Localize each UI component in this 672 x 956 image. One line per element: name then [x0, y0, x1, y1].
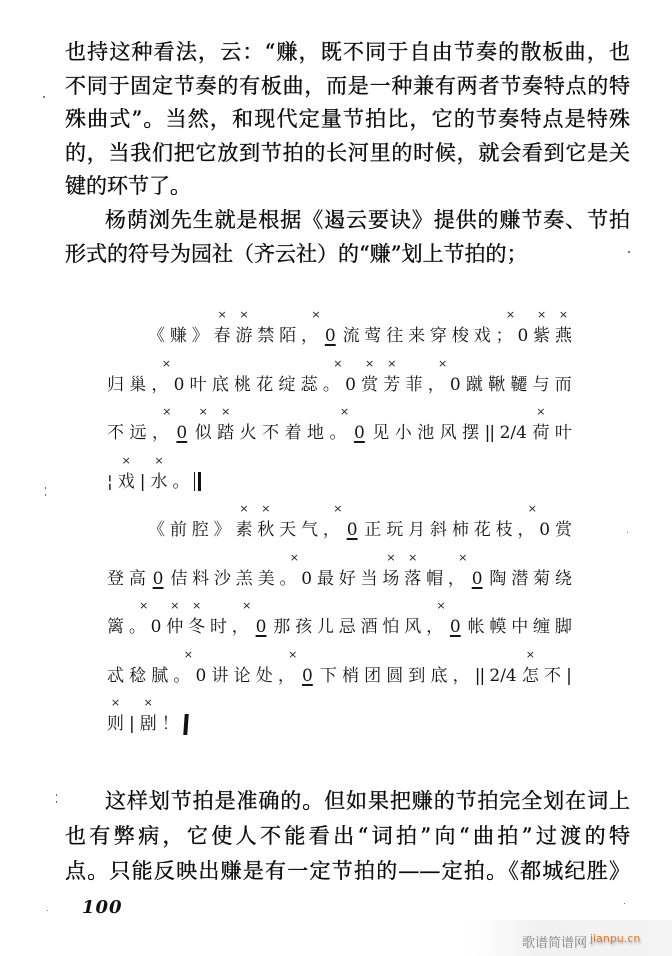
- lyric-char: 陶: [489, 568, 507, 589]
- lyric-char: 禁: [257, 326, 275, 347]
- lyric-char: 佶: [170, 568, 188, 589]
- lyric-char: 枝: [495, 520, 513, 541]
- lyric-char: 陌: [279, 326, 297, 347]
- lyric-char: 脚: [554, 617, 572, 638]
- rest-zero: 0: [449, 617, 461, 638]
- bar-line: [194, 472, 201, 491]
- punctuation: 》: [191, 326, 209, 347]
- punctuation: ， ×: [447, 550, 468, 589]
- rest-zero: 0: [255, 617, 267, 638]
- lyric-char: 腻: [151, 665, 169, 686]
- scan-speck: [624, 903, 625, 904]
- lyric-char: 最: [316, 568, 334, 589]
- time-signature: 2/4: [489, 665, 517, 686]
- lyric-char: 水 ×: [150, 453, 168, 492]
- lyric-char: 酒: [360, 617, 378, 638]
- lyric-char: 绕: [554, 568, 572, 589]
- lyric-char: 蹴: [465, 374, 483, 395]
- lyric-char: 美: [257, 568, 275, 589]
- lyric-char: 讲: [211, 665, 229, 686]
- lyric-char: 圆: [386, 665, 404, 686]
- beat-mark-icon: ×: [339, 405, 350, 419]
- lyric-char: 帐: [467, 617, 485, 638]
- lyric-char: 戏: [473, 326, 491, 347]
- beat-mark-icon: ×: [505, 308, 516, 322]
- punctuation: ， ×: [301, 308, 321, 347]
- beat-mark-icon: ×: [387, 356, 397, 370]
- lyric-char: 落 ×: [404, 550, 422, 589]
- lyric-char: 着: [284, 423, 302, 444]
- lyric-char: 正: [364, 520, 382, 541]
- lyric-char: 斜: [430, 520, 447, 541]
- lyric-char: 篱: [107, 617, 124, 638]
- site-watermark: [468, 920, 672, 956]
- beat-mark-icon: ×: [198, 405, 208, 419]
- lyric-char: 梭: [451, 326, 469, 347]
- bar-line: |: [139, 471, 146, 492]
- beat-mark-icon: ×: [239, 308, 249, 322]
- lyric-char: 稔: [129, 665, 147, 686]
- punctuation: 《: [148, 520, 165, 541]
- lyric-char: 羔: [235, 568, 253, 589]
- lyric-char: 池: [417, 423, 435, 444]
- prose-bottom-block: [65, 784, 630, 889]
- beat-mark-icon: ×: [408, 550, 418, 564]
- beat-mark-icon: ×: [558, 308, 569, 322]
- beat-mark-icon: ×: [333, 356, 343, 370]
- rest-zero: 0: [517, 326, 529, 347]
- lyric-char: 帽: [426, 568, 444, 589]
- lyric-char: 鞦: [488, 374, 506, 395]
- beat-mark-icon: ×: [311, 308, 321, 322]
- lyric-char: 远: [129, 423, 147, 444]
- notation-line: [107, 453, 572, 507]
- beat-mark-icon: ×: [525, 647, 535, 661]
- lyric-char: 气: [301, 520, 319, 541]
- lyric-char: 柿: [451, 520, 469, 541]
- text-line: 也持这种看法，云：“赚，既不同于自由节奏的散板曲，也: [65, 40, 630, 64]
- text-line: 这样划节拍是准确的。但如果把赚的节拍完全划在词上: [105, 789, 630, 813]
- text-line: 点。只能反映出赚是有一定节拍的——定拍。《都城纪胜》: [65, 859, 630, 883]
- beat-mark-icon: ×: [217, 308, 227, 322]
- lyric-char: 韆: [510, 374, 528, 395]
- bar-line: ||: [474, 665, 485, 686]
- lyric-char: 时: [209, 617, 227, 638]
- lyric-char: 紫 ×: [533, 308, 551, 347]
- lyric-char: 与: [532, 374, 550, 395]
- lyric-char: 素 ×: [235, 502, 253, 541]
- lyric-char: 往: [386, 326, 404, 347]
- lyric-char: 花: [256, 374, 274, 395]
- lyric-char: 剧 ×: [139, 696, 157, 735]
- lyric-char: 登: [107, 568, 124, 589]
- punctuation: 。 ×: [322, 356, 343, 395]
- notation-line: [107, 696, 572, 749]
- text-line: 的，当我们把它放到节拍的长河里的时候，就会看到它是关: [65, 140, 630, 165]
- lyric-char: 巢: [129, 374, 147, 395]
- lyric-char: 风: [439, 423, 457, 444]
- lyric-char: 蕊: [300, 374, 318, 395]
- rest-zero: 0: [449, 374, 461, 395]
- beat-mark-icon: ×: [261, 502, 271, 516]
- lyric-char: 下: [319, 665, 337, 686]
- rest-zero: 0: [173, 374, 185, 395]
- beat-mark-icon: ×: [221, 405, 231, 419]
- scan-speck: [56, 801, 57, 803]
- lyric-char: 流: [342, 326, 360, 347]
- punctuation: ， ×: [426, 599, 446, 638]
- lyric-char: 底: [211, 374, 229, 395]
- time-signature: 2/4: [499, 423, 527, 444]
- beat-mark-icon: ×: [527, 502, 537, 516]
- lyric-char: 梢: [342, 665, 360, 686]
- lyric-char: 叶: [189, 374, 207, 395]
- lyric-char: 游 ×: [235, 308, 253, 347]
- beat-mark-icon: ×: [364, 356, 375, 370]
- scan-speck: [628, 251, 630, 253]
- beat-mark-icon: ×: [537, 308, 547, 322]
- lyric-char: 荷 ×: [532, 405, 550, 444]
- beat-mark-icon: ×: [161, 356, 171, 370]
- lyric-char: 火: [239, 423, 257, 444]
- lyric-char: 菲: [405, 374, 423, 395]
- text-line: 也有弊病，它使人不能看出“词拍”向“曲拍”过渡的特: [65, 824, 630, 848]
- notation-line: [107, 308, 572, 361]
- lyric-char: 仲 ×: [166, 599, 184, 638]
- lyric-char: 不: [262, 423, 280, 444]
- punctuation: 《: [148, 326, 165, 347]
- punctuation: ， ×: [517, 502, 537, 541]
- bar-line: |: [566, 665, 572, 686]
- scan-speck: [45, 494, 46, 496]
- lyric-char: 料: [192, 568, 210, 589]
- scan-speck: [627, 532, 628, 533]
- text-line: 殊曲式”。当然，和现代定量节拍比，它的节奏特点是特殊: [65, 107, 630, 132]
- lyric-char: 芳 ×: [383, 356, 401, 395]
- lyric-char: 似 ×: [194, 405, 212, 444]
- lyric-char: 好: [338, 568, 356, 589]
- lyric-char: 秋 ×: [257, 502, 275, 541]
- notation-line: [107, 405, 572, 458]
- lyric-char: 前: [169, 520, 187, 541]
- notation-line: [107, 550, 572, 604]
- text-line: 键的环节了。: [65, 174, 191, 199]
- punctuation: ， ×: [151, 405, 172, 444]
- beat-mark-icon: ×: [110, 696, 121, 710]
- lyric-char: 踏 ×: [217, 405, 235, 444]
- rest-zero: 0: [176, 423, 188, 444]
- punctuation: 。 ×: [173, 647, 193, 686]
- punctuation: ， ×: [151, 356, 171, 395]
- bar-line: [183, 714, 188, 735]
- punctuation: ， ×: [322, 502, 343, 541]
- beat-mark-icon: ×: [242, 599, 252, 613]
- lyric-char: 到: [408, 665, 426, 686]
- punctuation: 。 ×: [279, 550, 300, 589]
- lyric-char: 中: [511, 617, 529, 638]
- lyric-char: 赏: [554, 520, 572, 541]
- lyric-char: 赚: [169, 326, 187, 347]
- beat-mark-icon: ×: [438, 356, 448, 370]
- lyric-char: 小: [394, 423, 412, 444]
- lyric-char: 风: [404, 617, 422, 638]
- notation-line: [107, 599, 572, 652]
- lyric-char: 赏 ×: [361, 356, 379, 395]
- lyric-char: 论: [233, 665, 251, 686]
- punctuation: ，: [452, 665, 470, 686]
- lyric-char: 不: [543, 665, 561, 686]
- lyric-char: 而: [554, 374, 572, 395]
- scan-speck: [47, 910, 48, 911]
- lyric-char: 处: [255, 665, 273, 686]
- lyric-char: 归: [107, 374, 124, 395]
- bar-line: ¦: [107, 471, 113, 492]
- lyric-char: 菊: [533, 568, 551, 589]
- text-line: 杨荫浏先生就是根据《遏云要诀》提供的赚节奏、节拍: [105, 207, 630, 232]
- rest-zero: 0: [195, 665, 207, 686]
- lyric-char: 花: [473, 520, 491, 541]
- beat-mark-icon: ×: [386, 550, 396, 564]
- rest-zero: 0: [150, 617, 162, 638]
- beat-mark-icon: ×: [192, 599, 202, 613]
- lyric-char: 则 ×: [107, 696, 124, 735]
- lyric-char: 地: [307, 423, 325, 444]
- lyric-char: 团: [364, 665, 382, 686]
- lyric-char: 玩: [386, 520, 404, 541]
- lyric-char: 忒: [107, 665, 124, 686]
- punctuation: 。 ×: [329, 405, 350, 444]
- lyric-char: 场 ×: [382, 550, 400, 589]
- page-number: 100: [82, 897, 123, 918]
- bar-line: |: [129, 714, 135, 735]
- scan-speck: [45, 487, 46, 489]
- beat-mark-icon: ×: [143, 696, 153, 710]
- lyric-char: 缠: [533, 617, 551, 638]
- rest-zero: 0: [539, 520, 551, 541]
- beat-mark-icon: ×: [139, 599, 149, 613]
- bar-line: ||: [484, 423, 495, 444]
- lyric-char: 潜: [511, 568, 529, 589]
- lyric-char: 那: [273, 617, 291, 638]
- beat-mark-icon: ×: [536, 405, 546, 419]
- beat-mark-icon: ×: [154, 453, 164, 467]
- punctuation: ， ×: [277, 647, 298, 686]
- lyric-char: 燕 ×: [554, 308, 572, 347]
- rest-zero: 0: [346, 520, 358, 541]
- beat-mark-icon: ×: [121, 453, 131, 467]
- lyric-char: 儿: [316, 617, 334, 638]
- beat-mark-icon: ×: [333, 502, 343, 516]
- lyric-char: 当: [360, 568, 378, 589]
- prose-top-block: [65, 36, 630, 271]
- lyric-char: 孩: [295, 617, 313, 638]
- notation-line: [107, 356, 572, 410]
- lyric-char: 戏 ×: [117, 453, 135, 492]
- punctuation: 。: [172, 471, 190, 492]
- lyric-char: 月: [408, 520, 426, 541]
- lyric-char: 怕: [382, 617, 400, 638]
- text-line: 不同于固定节奏的有板曲，而是一种兼有两者节奏特点的特: [65, 73, 630, 98]
- rest-zero: 0: [324, 326, 336, 347]
- lyric-char: 见: [372, 423, 390, 444]
- rhythm-notation-example: [107, 308, 572, 749]
- scan-speck: [56, 794, 57, 796]
- punctuation: ！: [161, 714, 179, 735]
- lyric-char: 来: [408, 326, 426, 347]
- lyric-char: 绽: [278, 374, 296, 395]
- rest-zero: 0: [301, 568, 313, 589]
- lyric-char: 底: [430, 665, 448, 686]
- lyric-char: 沙: [213, 568, 231, 589]
- rest-zero: 0: [353, 423, 365, 444]
- lyric-char: 忌: [338, 617, 356, 638]
- rest-zero: 0: [152, 568, 164, 589]
- rest-zero: 0: [345, 374, 356, 395]
- beat-mark-icon: ×: [458, 550, 468, 564]
- lyric-char: 不: [107, 423, 124, 444]
- lyric-char: 莺: [364, 326, 382, 347]
- beat-mark-icon: ×: [289, 550, 300, 564]
- lyric-char: 桃: [234, 374, 252, 395]
- beat-mark-icon: ×: [170, 599, 180, 613]
- beat-mark-icon: ×: [288, 647, 298, 661]
- watermark-domain: jianpu.cn: [590, 932, 641, 945]
- lyric-char: 穿: [430, 326, 447, 347]
- beat-mark-icon: ×: [183, 647, 193, 661]
- lyric-char: 春 ×: [213, 308, 231, 347]
- lyric-char: 高: [128, 568, 146, 589]
- lyric-char: 叶: [554, 423, 572, 444]
- beat-mark-icon: ×: [162, 405, 172, 419]
- rest-zero: 0: [471, 568, 483, 589]
- rest-zero: 0: [301, 665, 313, 686]
- punctuation: ， ×: [427, 356, 448, 395]
- text-line: 形式的符号为园社（齐云社）的“赚”划上节拍的；: [65, 241, 528, 266]
- punctuation: ； ×: [495, 308, 516, 347]
- beat-mark-icon: ×: [239, 502, 249, 516]
- beat-mark-icon: ×: [436, 599, 446, 613]
- punctuation: 。 ×: [128, 599, 149, 638]
- punctuation: 》: [213, 520, 231, 541]
- lyric-char: 冬 ×: [188, 599, 206, 638]
- notation-line: [107, 647, 572, 701]
- watermark-site-name: 歌谱简谱网: [522, 936, 588, 951]
- scan-speck: [43, 96, 45, 98]
- notation-line: [107, 502, 572, 555]
- punctuation: ， ×: [231, 599, 252, 638]
- lyric-char: 幙: [489, 617, 507, 638]
- lyric-char: 摆: [462, 423, 480, 444]
- lyric-char: 天: [279, 520, 297, 541]
- lyric-char: 腔: [191, 520, 209, 541]
- lyric-char: 怎 ×: [521, 647, 539, 686]
